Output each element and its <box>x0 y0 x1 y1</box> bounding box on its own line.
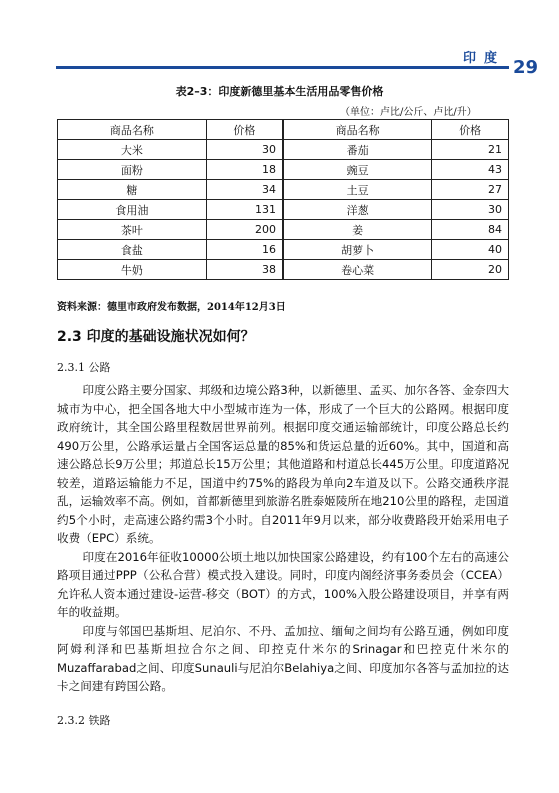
table-cell: 200 <box>206 220 283 240</box>
table-cell: 豌豆 <box>283 160 432 180</box>
table-unit: （单位：卢比/公斤、卢比/升） <box>340 107 477 118</box>
table-caption: 表2–3：印度新德里基本生活用品零售价格 <box>175 85 384 98</box>
paragraph: 印度公路主要分国家、邦级和边境公路3种，以新德里、孟买、加尔各答、金奈四大城市为中心，把全国各地大中小型城市连为一体，形成了一个巨大的公路网。根据印度政府统计，其全国公路里程数居世界前列。根据印度交通运输部统计，印度公路总长约490万公里，公路承运量占全国客运总量的85%和货运总量的近60%。其中，国道和高速公路总长9万公里；邦道总长15万公里；其他道路和村道总长445万公里。印度道路况较差，道路运输能力不足，国道中约75%的路段为单向2车道及以下。公路交通秩序混乱，运输效率不高。例如，首都新德里到旅游名胜泰姬陵所在地210公里的路程，走国道约5个小时，走高速公路约需3个小时。自2011年9月以来，部分收费路段开始采用电子收费（EPC）系统。 <box>57 383 509 545</box>
table-cell: 卷心菜 <box>283 260 432 280</box>
header-price: 价格 <box>206 120 283 140</box>
table-cell: 27 <box>432 180 509 200</box>
header-item-name: 商品名称 <box>58 120 207 140</box>
table-cell: 胡萝卜 <box>283 240 432 260</box>
table-cell: 大米 <box>58 140 207 160</box>
paragraph: 印度在2016年征收10000公顷土地以加快国家公路建设，约有100个左右的高速公路项目通过PPP（公私合营）模式投入建设。同时，印度内阁经济事务委员会（CCEA）允许私人资本通过建设-运营-移交（BOT）的方式，100%入股公路建设项目，并享有两年的收益期。 <box>57 549 509 619</box>
table-cell: 茶叶 <box>58 220 207 240</box>
table-cell: 34 <box>206 180 283 200</box>
table-cell: 面粉 <box>58 160 207 180</box>
table-cell: 43 <box>432 160 509 180</box>
table-cell: 30 <box>432 200 509 220</box>
table-cell: 38 <box>206 260 283 280</box>
table-cell: 姜 <box>283 220 432 240</box>
section-heading: 2.3 印度的基础设施状况如何？ <box>57 329 255 345</box>
body-text <box>57 381 509 696</box>
header-chapter-title: 印度 <box>463 51 506 66</box>
table-source-note: 资料来源：德里市政府发布数据，2014年12月3日 <box>57 302 286 313</box>
table-cell: 16 <box>206 240 283 260</box>
table-cell: 牛奶 <box>58 260 207 280</box>
table-header-row <box>58 120 509 140</box>
table-cell: 84 <box>432 220 509 240</box>
paragraph: 印度与邻国巴基斯坦、尼泊尔、不丹、孟加拉、缅甸之间均有公路互通，例如印度阿姆利泽和巴基斯坦拉合尔之间、印控克什米尔的Srinagar和巴控克什米尔的Muzaffarabad之间、印度Sunauli与尼泊尔Belahiya之间、印度加尔各答与孟加拉的达卡之间建有跨国公路。 <box>57 623 509 693</box>
table-row <box>58 140 509 160</box>
table-cell: 洋葱 <box>283 200 432 220</box>
table-row <box>58 240 509 260</box>
table-cell: 番茄 <box>283 140 432 160</box>
price-table <box>57 119 509 280</box>
table-cell: 21 <box>432 140 509 160</box>
table-cell: 18 <box>206 160 283 180</box>
table-cell: 土豆 <box>283 180 432 200</box>
table-row <box>58 220 509 240</box>
table-cell: 30 <box>206 140 283 160</box>
table-row <box>58 160 509 180</box>
table-row <box>58 180 509 200</box>
table-cell: 食用油 <box>58 200 207 220</box>
table-cell: 食盐 <box>58 240 207 260</box>
table-row <box>58 200 509 220</box>
subsection-heading-railways: 2.3.2 铁路 <box>57 714 111 727</box>
page-number: 29 <box>513 57 539 78</box>
header-rule <box>56 66 509 69</box>
header-item-name: 商品名称 <box>283 120 432 140</box>
table-cell: 20 <box>432 260 509 280</box>
table-row <box>58 260 509 280</box>
header-price: 价格 <box>432 120 509 140</box>
table-cell: 40 <box>432 240 509 260</box>
table-cell: 131 <box>206 200 283 220</box>
table-cell: 糖 <box>58 180 207 200</box>
subsection-heading-roads: 2.3.1 公路 <box>57 361 111 374</box>
